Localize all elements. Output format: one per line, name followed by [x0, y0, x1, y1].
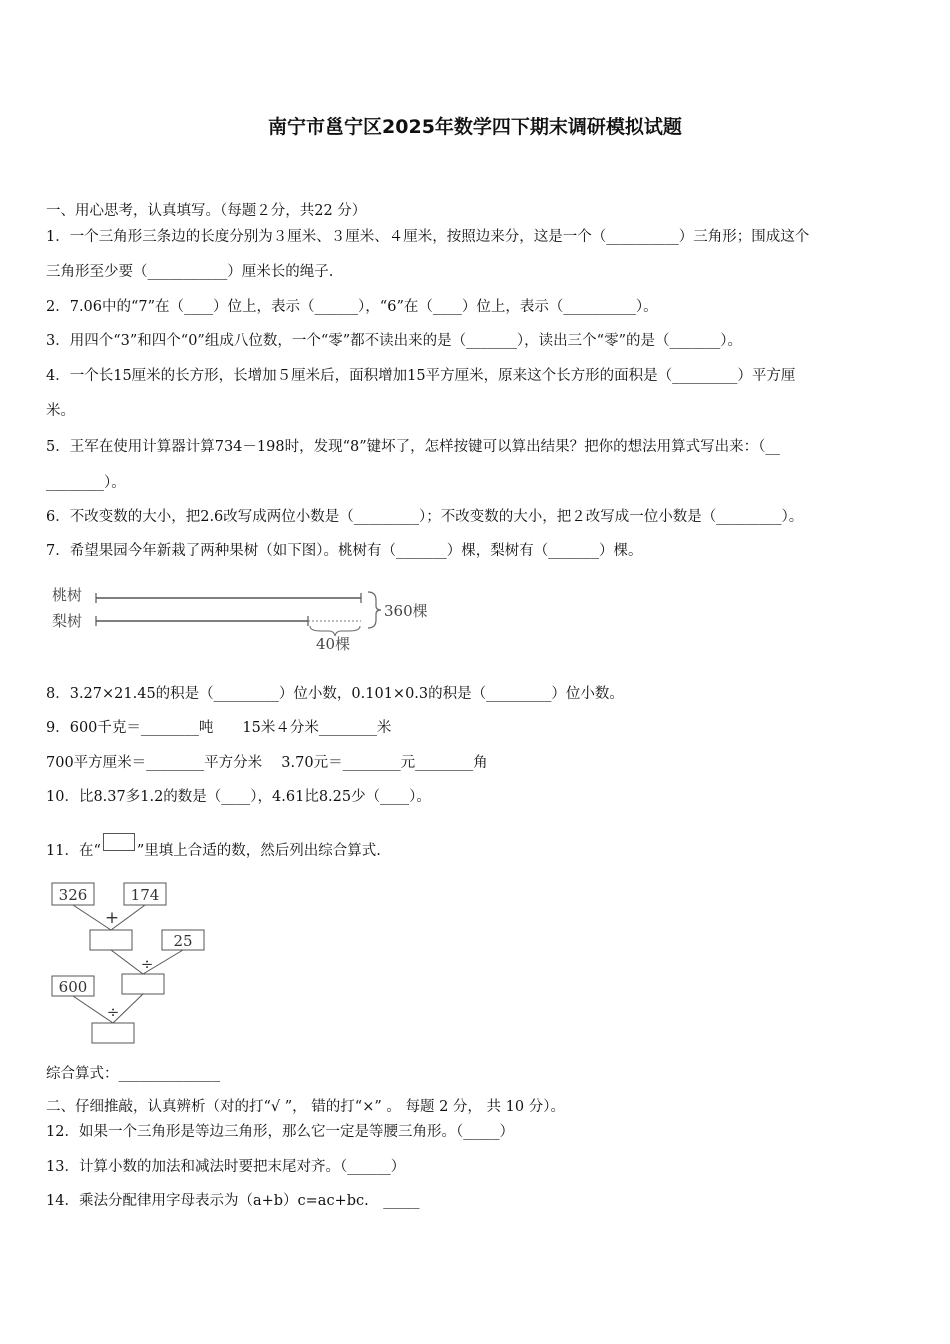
question-14: 14．乘法分配律用字母表示为（a+b）c=ac+bc. _____	[46, 1193, 420, 1209]
question-4-line2: 米。	[46, 403, 75, 419]
number-326: 326	[58, 886, 88, 904]
question-11	[46, 833, 908, 861]
total-brace	[368, 592, 381, 628]
question-12: 12．如果一个三角形是等边三角形，那么它一定是等腰三角形。（_____）	[46, 1124, 514, 1140]
calculation-tree-diagram	[46, 878, 216, 1050]
question-10: 10．比8.37多1.2的数是（____），4.61比8.25少（____）。	[46, 789, 431, 805]
question-6: 6．不改变数的大小，把2.6改写成两位小数是（_________）；不改变数的大小，把２改写成一位小数是（_________）。	[46, 509, 804, 525]
fruit-tree-segment-diagram	[46, 578, 446, 658]
difference-label: 40棵	[316, 635, 351, 653]
question-13: 13．计算小数的加法和减法时要把末尾对齐。（______）	[46, 1159, 406, 1175]
peach-label: 桃树	[52, 586, 83, 604]
question-5-line1: 5．王军在使用计算器计算734－198时，发现“8”键坏了，怎样按键可以算出结果？把你的想法用算式写出来：（__	[46, 439, 780, 455]
question-7: 7．希望果园今年新栽了两种果树（如下图）。桃树有（_______）棵，梨树有（_______）棵。	[46, 543, 643, 559]
combined-formula-line: 综合算式：______________	[46, 1066, 220, 1082]
total-label: 360棵	[384, 602, 428, 620]
question-1-line2: 三角形至少要（___________）厘米长的绳子.	[46, 264, 334, 280]
section1-heading: 一、用心思考，认真填写。（每题２分，共22 分）	[46, 203, 367, 219]
question-2: 2．7.06中的“7”在（____）位上，表示（______），“6”在（____）位上，表示（__________）。	[46, 299, 658, 315]
question-5-line2: ________）。	[46, 475, 126, 491]
page-title: 南宁市邕宁区2025年数学四下期末调研模拟试题	[268, 116, 682, 138]
section2-heading: 二、仔细推敲，认真辨析（对的打“√ ”， 错的打“×” 。 每题 2 分， 共 10 分）。	[46, 1099, 565, 1115]
pear-label: 梨树	[52, 612, 83, 630]
edge-sum-quotient	[111, 950, 143, 974]
question-3: 3．用四个“3”和四个“0”组成八位数，一个“零”都不读出来的是（_______），读出三个“零”的是（_______）。	[46, 333, 742, 349]
box-quotient-blank	[122, 974, 164, 994]
question-11-suffix: ”里填上合适的数，然后列出综合算式.	[136, 843, 381, 859]
box-result-blank	[92, 1023, 134, 1043]
number-174: 174	[130, 886, 160, 904]
number-600: 600	[58, 978, 88, 996]
blank-box-icon	[103, 833, 135, 851]
question-4-line1: 4．一个长15厘米的长方形，长增加５厘米后，面积增加15平方厘米，原来这个长方形的面积是（_________）平方厘	[46, 368, 796, 384]
question-11-prefix: 11．在“	[46, 843, 101, 859]
question-1-line1: 1．一个三角形三条边的长度分别为３厘米、３厘米、４厘米，按照边来分，这是一个（__________）三角形；围成这个	[46, 229, 810, 245]
plus-operator: +	[104, 908, 120, 928]
number-25: 25	[173, 932, 193, 950]
divide-operator-1: ÷	[140, 955, 154, 973]
divide-operator-2: ÷	[106, 1003, 120, 1021]
box-sum-blank	[90, 930, 132, 950]
question-8: 8．3.27×21.45的积是（_________）位小数，0.101×0.3的积是（_________）位小数。	[46, 686, 624, 702]
question-9-line2: 700平方厘米＝________平方分米 3.70元＝________元________角	[46, 755, 488, 771]
question-9-line1: 9．600千克＝________吨 15米４分米________米	[46, 720, 392, 736]
